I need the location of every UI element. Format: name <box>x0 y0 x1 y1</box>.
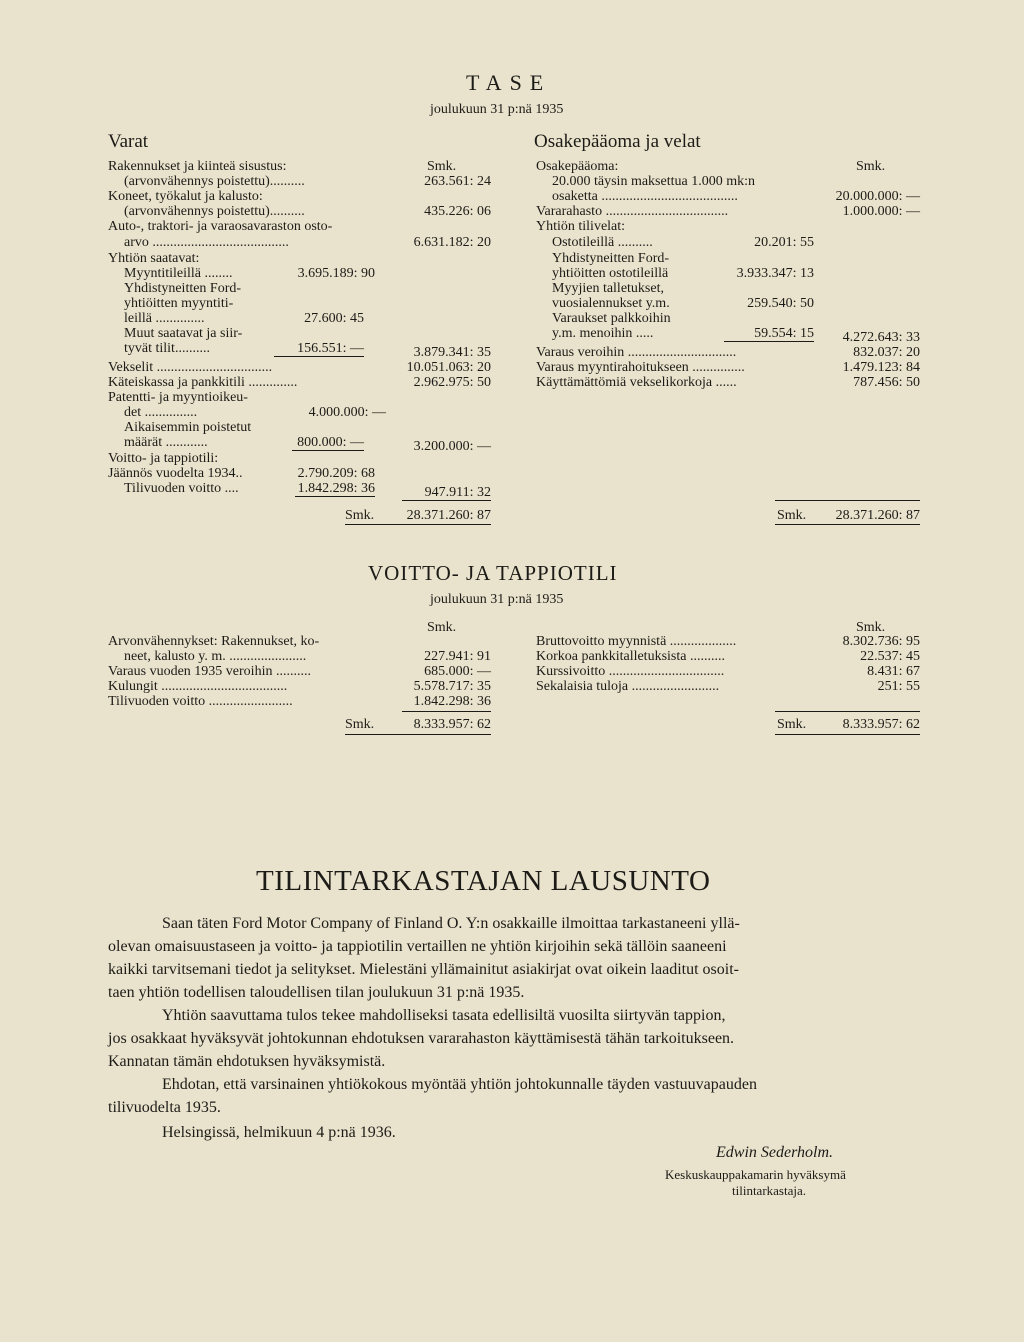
asset-subvalue: 3.695.189: 90 <box>297 266 375 281</box>
asset-subvalue: 156.551: — <box>274 341 364 357</box>
debit-label: Tilivuoden voitto ........................ <box>108 694 293 709</box>
divider <box>345 524 491 525</box>
asset-label: Auto-, traktori- ja varaosavaraston osto- <box>108 219 333 234</box>
credit-total-label: Smk. <box>777 717 807 732</box>
divider <box>402 711 491 712</box>
liability-label: Vararahasto ................................... <box>536 204 729 219</box>
liability-value: 4.272.643: 33 <box>842 330 920 345</box>
paragraph-line: jos osakkaat hyväksyvät johtokunnan ehdotuksen vararahaston käyttämisestä tähän tarkoitukseen. <box>108 1030 735 1047</box>
liability-label: Yhtiön tilivelat: <box>536 219 626 234</box>
assets-heading: Varat <box>108 131 149 152</box>
asset-label: Yhdistyneitten Ford- <box>124 281 242 296</box>
liabilities-total-label: Smk. <box>777 508 807 523</box>
asset-label: (arvonvähennys poistettu).......... <box>124 204 305 219</box>
liability-value: 832.037: 20 <box>853 345 920 360</box>
asset-subvalue: 1.842.298: 36 <box>295 481 375 497</box>
liability-value: 787.456: 50 <box>853 375 920 390</box>
paragraph-line: Kannatan tämän ehdotuksen hyväksymistä. <box>108 1053 386 1070</box>
divider <box>775 711 920 712</box>
asset-label: Rakennukset ja kiinteä sisustus: <box>108 159 287 174</box>
paragraph-line: Ehdotan, että varsinainen yhtiökokous myöntää yhtiön johtokunnalle täyden vastuuvapauden <box>162 1076 757 1093</box>
liability-value: 20.000.000: — <box>835 189 920 204</box>
asset-subvalue: 800.000: — <box>292 435 364 451</box>
liability-label: Varaus myyntirahoitukseen ............... <box>536 360 745 375</box>
auditor-signature: Edwin Sederholm. <box>716 1144 834 1161</box>
liability-label: Osakepääoma: <box>536 159 619 174</box>
credit-label: Bruttovoitto myynnistä ................... <box>536 634 737 649</box>
liability-subvalue: 3.933.347: 13 <box>736 266 814 281</box>
debit-total-label: Smk. <box>345 717 375 732</box>
asset-value: 2.962.975: 50 <box>413 375 491 390</box>
asset-label: Koneet, työkalut ja kalusto: <box>108 189 263 204</box>
asset-label: Yhtiön saatavat: <box>108 251 200 266</box>
debit-currency: Smk. <box>427 620 457 635</box>
asset-label: Käteiskassa ja pankkitili .............. <box>108 375 298 390</box>
paragraph-line: taen yhtiön todellisen taloudellisen tilan joulukuun 31 p:nä 1935. <box>108 984 525 1001</box>
asset-label: leillä .............. <box>124 311 205 326</box>
debit-label: Arvonvähennykset: Rakennukset, ko- <box>108 634 320 649</box>
assets-currency: Smk. <box>427 159 457 174</box>
asset-label: Aikaisemmin poistetut <box>124 420 252 435</box>
liability-label: 20.000 täysin maksettua 1.000 mk:n <box>552 174 755 189</box>
asset-value: 10.051.063: 20 <box>406 360 491 375</box>
asset-label: Patentti- ja myyntioikeu- <box>108 390 248 405</box>
liability-subvalue: 20.201: 55 <box>754 235 814 250</box>
debit-value: 5.578.717: 35 <box>413 679 491 694</box>
credit-value: 8.302.736: 95 <box>842 634 920 649</box>
divider <box>775 500 920 501</box>
liability-label: Varaus veroihin ............................... <box>536 345 737 360</box>
credit-value: 22.537: 45 <box>860 649 920 664</box>
credit-value: 251: 55 <box>877 679 920 694</box>
asset-label: yhtiöitten myyntiti- <box>124 296 234 311</box>
paragraph-line: tilivuodelta 1935. <box>108 1099 221 1116</box>
asset-label: Muut saatavat ja siir- <box>124 326 243 341</box>
liabilities-heading: Osakepääoma ja velat <box>534 131 701 152</box>
asset-subvalue: 27.600: 45 <box>304 311 364 326</box>
debit-label: Kulungit .................................... <box>108 679 288 694</box>
asset-value: 947.911: 32 <box>424 485 491 500</box>
liability-label: y.m. menoihin ..... <box>552 326 654 341</box>
credit-label: Kurssivoitto ................................. <box>536 664 725 679</box>
liability-label: osaketta ....................................... <box>552 189 738 204</box>
liability-label: Ostotileillä .......... <box>552 235 653 250</box>
asset-value: 3.200.000: — <box>413 439 491 454</box>
assets-total-label: Smk. <box>345 508 375 523</box>
balance-sheet-date: joulukuun 31 p:nä 1935 <box>430 102 564 117</box>
liability-label: Yhdistyneitten Ford- <box>552 251 670 266</box>
asset-label: Jäännös vuodelta 1934.. <box>108 466 243 481</box>
asset-value: 6.631.182: 20 <box>413 235 491 250</box>
asset-label: tyvät tilit.......... <box>124 341 210 356</box>
asset-value: 435.226: 06 <box>424 204 491 219</box>
liability-value: 1.000.000: — <box>842 204 920 219</box>
credit-label: Sekalaisia tuloja ......................... <box>536 679 720 694</box>
profit-loss-title: VOITTO- JA TAPPIOTILI <box>368 561 618 585</box>
debit-value: 685.000: — <box>424 664 491 679</box>
debit-label: neet, kalusto y. m. ...................... <box>124 649 307 664</box>
divider <box>775 524 920 525</box>
asset-label: Voitto- ja tappiotili: <box>108 451 219 466</box>
liability-label: yhtiöitten ostotileillä <box>552 266 669 281</box>
assets-total-value: 28.371.260: 87 <box>406 508 491 523</box>
asset-label: määrät ............ <box>124 435 208 450</box>
asset-value: 3.879.341: 35 <box>413 345 491 360</box>
audit-statement-title: TILINTARKASTAJAN LAUSUNTO <box>256 865 711 897</box>
divider <box>345 734 491 735</box>
asset-label: Vekselit ................................. <box>108 360 273 375</box>
liability-subvalue: 59.554: 15 <box>724 326 814 342</box>
asset-label: arvo ....................................... <box>124 235 289 250</box>
debit-value: 227.941: 91 <box>424 649 491 664</box>
credit-label: Korkoa pankkitalletuksista .......... <box>536 649 725 664</box>
profit-loss-date: joulukuun 31 p:nä 1935 <box>430 592 564 607</box>
place-and-date: Helsingissä, helmikuun 4 p:nä 1936. <box>162 1124 396 1141</box>
credit-total-value: 8.333.957: 62 <box>842 717 920 732</box>
liability-value: 1.479.123: 84 <box>842 360 920 375</box>
debit-total-value: 8.333.957: 62 <box>413 717 491 732</box>
paragraph-line: Yhtiön saavuttama tulos tekee mahdolliseksi tasata edellisiltä vuosilta siirtyvän tappion, <box>162 1007 726 1024</box>
liability-subvalue: 259.540: 50 <box>747 296 814 311</box>
liabilities-currency: Smk. <box>856 159 886 174</box>
debit-value: 1.842.298: 36 <box>413 694 491 709</box>
paragraph-line: Saan täten Ford Motor Company of Finland O. Y:n osakkaille ilmoittaa tarkastaneeni yllä- <box>162 915 740 932</box>
asset-subvalue: 2.790.209: 68 <box>297 466 375 481</box>
asset-label: Tilivuoden voitto .... <box>124 481 239 496</box>
divider <box>402 500 491 501</box>
credit-currency: Smk. <box>856 620 886 635</box>
credit-value: 8.431: 67 <box>867 664 920 679</box>
paragraph-line: kaikki tarvitsemani tiedot ja selitykset. Mielestäni yllämainitut asiakirjat ovat oikein laaditut osoit- <box>108 961 739 978</box>
debit-label: Varaus vuoden 1935 veroihin .......... <box>108 664 311 679</box>
auditor-role: Keskuskauppakamarin hyväksymä <box>665 1167 846 1182</box>
balance-sheet-title: TASE <box>466 70 552 95</box>
liability-label: Varaukset palkkoihin <box>552 311 671 326</box>
paragraph-line: olevan omaisuustaseen ja voitto- ja tappiotilin vertaillen ne yhtiön kirjoihin sekä tällöin saaneeni <box>108 938 727 955</box>
auditor-role: tilintarkastaja. <box>732 1183 807 1198</box>
liabilities-total-value: 28.371.260: 87 <box>835 508 920 523</box>
asset-value: 263.561: 24 <box>424 174 491 189</box>
liability-label: Käyttämättömiä vekselikorkoja ...... <box>536 375 737 390</box>
liability-label: vuosialennukset y.m. <box>552 296 670 311</box>
divider <box>775 734 920 735</box>
asset-subvalue: 4.000.000: — <box>308 405 386 420</box>
asset-label: (arvonvähennys poistettu).......... <box>124 174 305 189</box>
asset-label: det ............... <box>124 405 198 420</box>
asset-label: Myyntitileillä ........ <box>124 266 233 281</box>
liability-label: Myyjien talletukset, <box>552 281 664 296</box>
